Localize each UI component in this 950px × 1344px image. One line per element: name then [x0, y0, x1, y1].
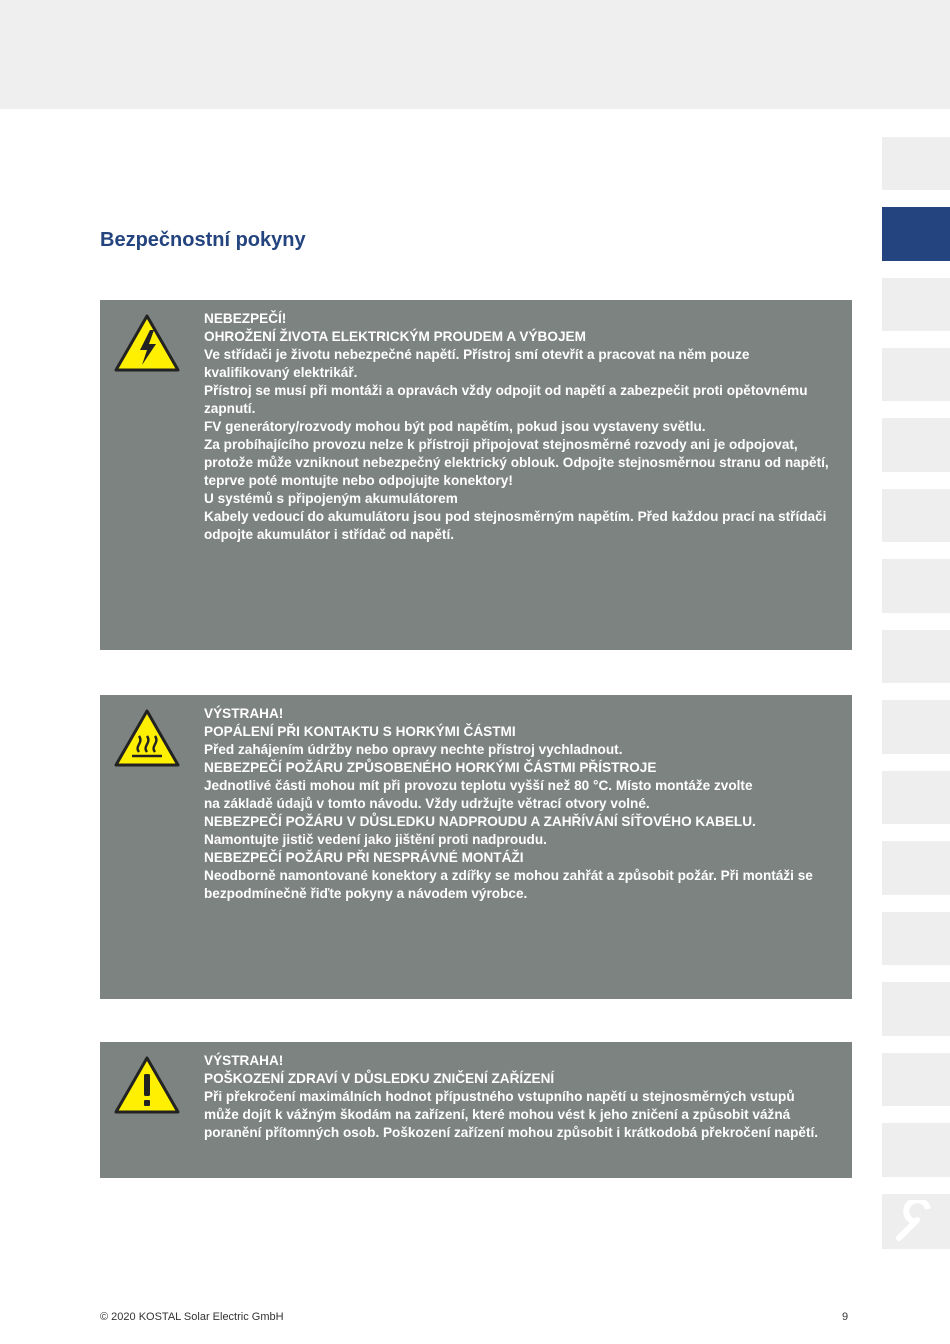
section-body: Namontujte jistič vedení jako jištění proti nadproudu.: [204, 832, 547, 847]
section-heading: NEBEZPEČÍ POŽÁRU PŘI NESPRÁVNÉ MONTÁŽI: [204, 850, 524, 865]
notice-paragraph: Přístroj se musí při montáži a opravách vždy odpojit od napětí a zabezpečit proti opětovnému zapnutí.: [204, 383, 808, 416]
side-tab-15[interactable]: [882, 1123, 950, 1177]
side-tab-5[interactable]: [882, 418, 950, 472]
side-tab-4[interactable]: [882, 348, 950, 401]
notice-label: VÝSTRAHA!: [204, 706, 284, 721]
header-band: [0, 0, 950, 109]
notice-label: NEBEZPEČÍ!: [204, 311, 287, 326]
side-tab-14[interactable]: [882, 1053, 950, 1106]
device-damage-warning-box: [100, 1042, 852, 1178]
section-heading: POPÁLENÍ PŘI KONTAKTU S HORKÝMI ČÁSTMI: [204, 724, 516, 739]
side-tab-12[interactable]: [882, 912, 950, 965]
section-heading: NEBEZPEČÍ POŽÁRU V DŮSLEDKU NADPROUDU A ZAHŘÍVÁNÍ SÍŤOVÉHO KABELU.: [204, 814, 756, 829]
side-tab-10[interactable]: [882, 771, 950, 824]
side-tab-11[interactable]: [882, 841, 950, 895]
page-title: Bezpečnostní pokyny: [100, 229, 306, 251]
side-tab-6[interactable]: [882, 489, 950, 542]
general-warning-icon: [112, 1054, 182, 1116]
side-tab-3[interactable]: [882, 278, 950, 331]
notice-paragraph: Za probíhajícího provozu nelze k přístroji připojovat stejnosměrné rozvody ani je odpojovat, protože může vzniknout nebezpečný elektrický oblouk. Odpojte stejnosměrnou stranu od napětí, teprve poté montujte nebo odpojujte konektory!: [204, 437, 829, 488]
section-heading: NEBEZPEČÍ POŽÁRU ZPŮSOBENÉHO HORKÝMI ČÁSTMI PŘÍSTROJE: [204, 760, 657, 775]
side-tab-9[interactable]: [882, 700, 950, 754]
side-tab-8[interactable]: [882, 630, 950, 683]
notice-label: VÝSTRAHA!: [204, 1053, 284, 1068]
notice-heading: POŠKOZENÍ ZDRAVÍ V DŮSLEDKU ZNIČENÍ ZAŘÍZENÍ: [204, 1071, 555, 1086]
page-number: 9: [842, 1311, 849, 1323]
section-body: Neodborně namontované konektory a zdířky se mohou zahřát a způsobit požár. Při montáži se bezpodmínečně řiďte pokyny a návodem výrobce.: [204, 868, 813, 901]
wrench-icon: [892, 1200, 936, 1244]
notice-paragraph: Při překročení maximálních hodnot přípustného vstupního napětí u stejnosměrných vstupů může dojít k vážným škodám na zařízení, které mohou vést k jeho zničení a způsobit vážná poranění přítomných osob. Poškození zařízení mohou způsobit i krátkodobá překročení napětí.: [204, 1089, 819, 1140]
side-tab-2-active[interactable]: [882, 207, 950, 261]
notice-heading: OHROŽENÍ ŽIVOTA ELEKTRICKÝM PROUDEM A VÝBOJEM: [204, 329, 586, 344]
danger-notice-box: [100, 300, 852, 650]
side-tab-7[interactable]: [882, 559, 950, 613]
electric-shock-warning-icon: [112, 312, 182, 374]
section-body: Jednotlivé části mohou mít při provozu teplotu vyšší než 80 °C. Místo montáže zvolte na základě údajů v tomto návodu. Vždy udržujte větrací otvory volné.: [204, 778, 753, 811]
hot-parts-warning-box: [100, 695, 852, 999]
hot-surface-warning-icon: [112, 707, 182, 769]
copyright-text: © 2020 KOSTAL Solar Electric GmbH: [100, 1311, 284, 1323]
side-tab-16-service[interactable]: [882, 1194, 950, 1249]
side-tab-1[interactable]: [882, 137, 950, 190]
section-body: Před zahájením údržby nebo opravy nechte přístroj vychladnout.: [204, 742, 623, 757]
side-tab-13[interactable]: [882, 982, 950, 1036]
notice-paragraph: FV generátory/rozvody mohou být pod napětím, pokud jsou vystaveny světlu.: [204, 419, 706, 434]
notice-paragraph: U systémů s připojeným akumulátorem Kabely vedoucí do akumulátoru jsou pod stejnosměrným napětím. Před každou prací na střídači odpojte akumulátor i střídač od napětí.: [204, 491, 827, 542]
notice-paragraph: Ve střídači je životu nebezpečné napětí. Přístroj smí otevřít a pracovat na něm pouze kvalifikovaný elektrikář.: [204, 347, 750, 380]
